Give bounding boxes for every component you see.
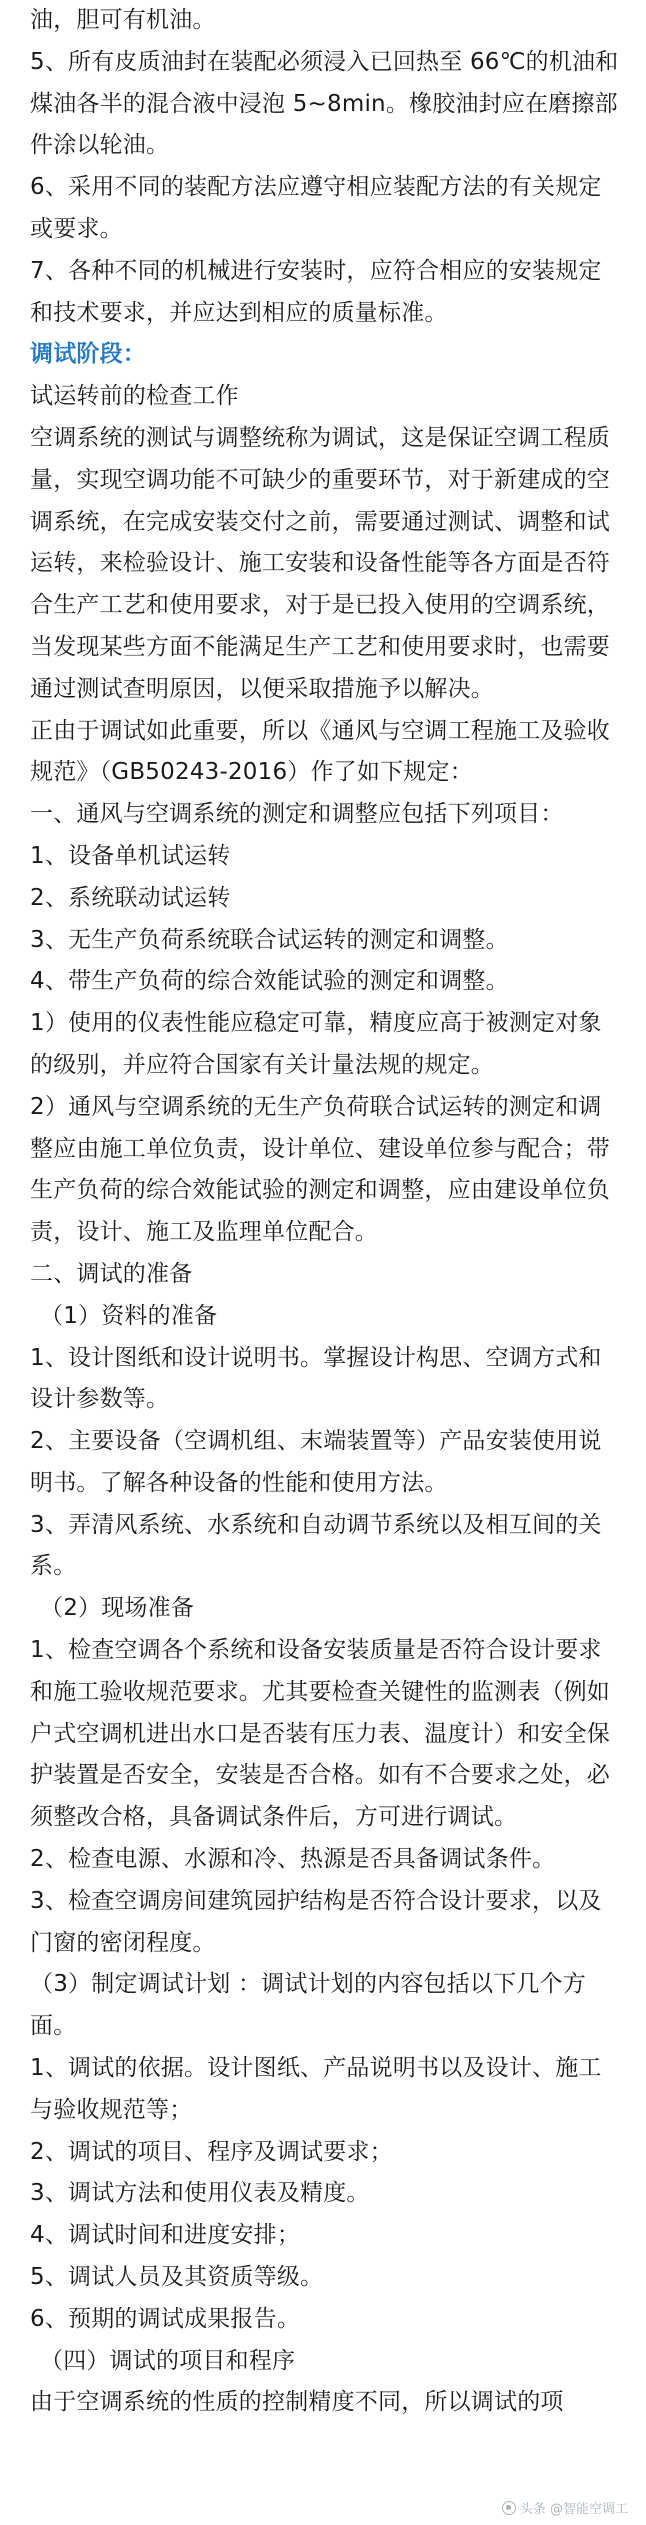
paragraph: 7、各种不同的机械进行安装时，应符合相应的安装规定和技术要求，并应达到相应的质量标准。 — [30, 257, 602, 326]
paragraph: 3、弄清风系统、水系统和自动调节系统以及相互间的关系。 — [30, 1511, 602, 1580]
paragraph: 3、检查空调房间建筑园护结构是否符合设计要求，以及门窗的密闭程度。 — [30, 1887, 602, 1956]
paragraph: 2、检查电源、水源和冷、热源是否具备调试条件。 — [30, 1846, 556, 1873]
paragraph: 正由于调试如此重要，所以《通风与空调工程施工及验收规范》（GB50243-2016）作了如下规定： — [30, 717, 610, 786]
paragraph: 6、采用不同的装配方法应遵守相应装配方法的有关规定或要求。 — [30, 174, 602, 242]
paragraph: （四）调试的项目和程序 — [40, 2347, 296, 2374]
paragraph: 2）通风与空调系统的无生产负荷联合试运转的测定和调整应由施工单位负责，设计单位、建设单位参与配合；带生产负荷的综合效能试验的测定和调整，应由建设单位负责，设计、施工及监理单位配合。 — [30, 1093, 610, 1246]
paragraph: （3）制定调试计划 ：调试计划的内容包括以下几个方面。 — [30, 1971, 586, 2040]
section-heading: 调试阶段： — [30, 341, 146, 368]
paragraph: 1、调试的依据。设计图纸、产品说明书以及设计、施工与验收规范等； — [30, 2055, 602, 2123]
paragraph: 一、通风与空调系统的测定和调整应包括下列项目： — [30, 801, 564, 828]
paragraph: 6、预期的调试成果报告。 — [30, 2305, 301, 2332]
paragraph: 由于空调系统的性质的控制精度不同，所以调试的项 — [30, 2389, 564, 2416]
paragraph: 2、调试的项目、程序及调试要求； — [30, 2138, 393, 2165]
paragraph: 2、系统联动试运转 — [30, 884, 231, 911]
paragraph: 5、所有皮质油封在装配必须浸入已回热至 66℃的机油和煤油各半的混合液中浸泡 5~8min。橡胶油封应在磨擦部件涂以轮油。 — [30, 48, 619, 159]
paragraph: 3、调试方法和使用仪表及精度。 — [30, 2180, 370, 2207]
paragraph: 4、调试时间和进度安排； — [30, 2222, 301, 2249]
paragraph: （2）现场准备 — [40, 1595, 195, 1622]
paragraph: 1）使用的仪表性能应稳定可靠，精度应高于被测定对象的级别，并应符合国家有关计量法规的规定。 — [30, 1010, 602, 1078]
paragraph: 1、设计图纸和设计说明书。掌握设计构思、空调方式和设计参数等。 — [30, 1344, 602, 1413]
paragraph: 试运转前的检查工作 — [30, 383, 239, 410]
paragraph: 2、主要设备（空调机组、末端装置等）产品安装使用说明书。了解各种设备的性能和使用方法。 — [30, 1428, 602, 1496]
watermark-logo-icon — [502, 2501, 516, 2515]
paragraph: 油，胆可有机油。 — [30, 7, 216, 33]
paragraph: 4、带生产负荷的综合效能试验的测定和调整。 — [30, 968, 509, 995]
paragraph: 1、设备单机试运转 — [30, 842, 231, 869]
watermark — [502, 2498, 628, 2517]
paragraph: 1、检查空调各个系统和设备安装质量是否符合设计要求和施工验收规范要求。尤其要检查关键性的监测表（例如户式空调机进出水口是否装有压力表、温度计）和安全保护装置是否安全，安装是否合格。如有不合要求之处，必须整改合格，具备调试条件后，方可进行调试。 — [30, 1637, 610, 1831]
paragraph: 二、调试的准备 — [30, 1260, 193, 1287]
paragraph: 5、调试人员及其资质等级。 — [30, 2264, 324, 2291]
watermark-text: 头条 @智能空调工 — [519, 2502, 628, 2517]
paragraph: （1）资料的准备 — [40, 1302, 218, 1329]
paragraph: 空调系统的测试与调整统称为调试，这是保证空调工程质量，实现空调功能不可缺少的重要环节，对于新建成的空调系统，在完成安装交付之前，需要通过测试、调整和试运转，来检验设计、施工安装和设备性能等各方面是否符合生产工艺和使用要求，对于是已投入使用的空调系统，当发现某些方面不能满足生产工艺和使用要求时，也需要通过测试查明原因，以便采取措施予以解决。 — [30, 424, 610, 702]
paragraph: 3、无生产负荷系统联合试运转的测定和调整。 — [30, 926, 509, 953]
